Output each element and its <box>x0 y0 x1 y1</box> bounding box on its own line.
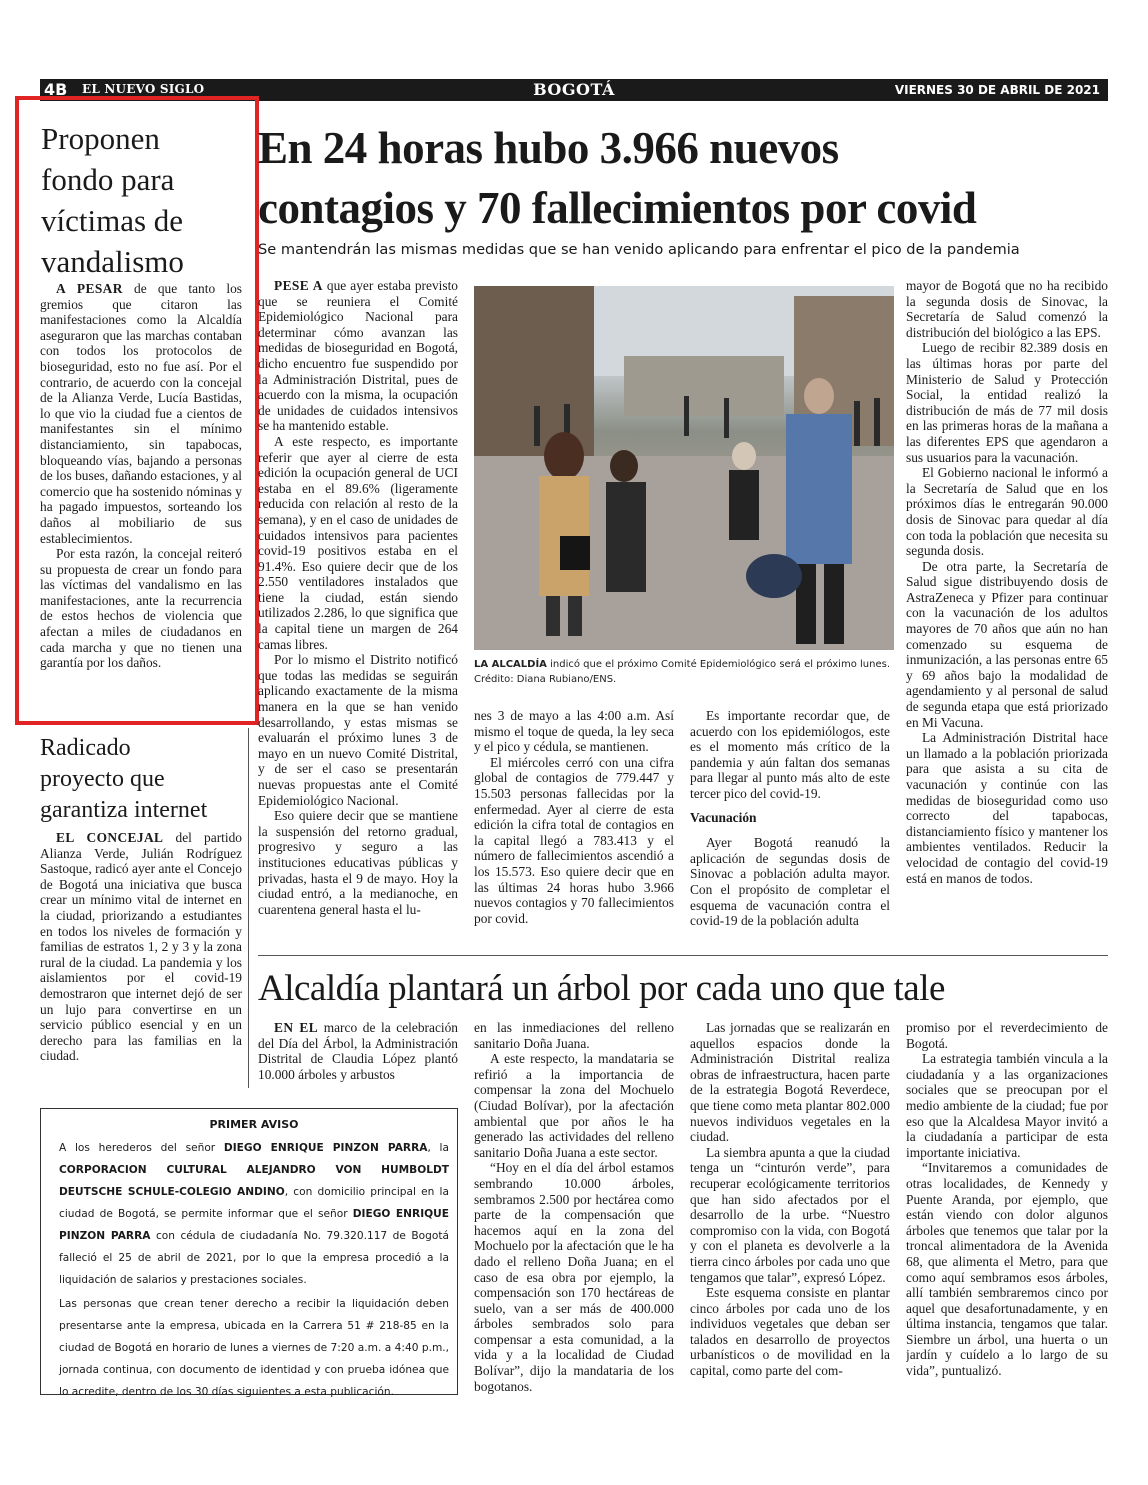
paragraph: La Administración Distrital hace un llamado a la población priorizada para que asista a su cita de vacunación y continúe con las medidas de bioseguridad como uso correcto del tapabocas, distanciamiento físico y mantener los ambientes ventilados. Reducir la velocidad de contagio del covid-19 está en manos de todos. <box>906 730 1108 886</box>
main-col-2 <box>474 708 674 926</box>
side1-body <box>40 281 242 671</box>
main-subtitle: Se mantendrán las mismas medidas que se han venido aplicando para enfrentar el pico de la pandemia <box>258 241 1020 258</box>
side1-title <box>41 118 251 282</box>
paragraph: La estrategia también vincula a la ciudadanía y a las organizaciones sociales que se preocupan por el medio ambiente de la ciudad; fue por eso que la Alcaldesa Mayor invitó a la ciudadanía a participar de esta importante iniciativa. <box>906 1051 1108 1160</box>
column-divider <box>248 728 249 1088</box>
side2-body <box>40 830 242 1064</box>
paragraph: promiso por el reverdecimiento de Bogotá. <box>906 1020 1108 1051</box>
deceased-name: DIEGO ENRIQUE PINZON PARRA <box>223 1142 428 1154</box>
page-number: 4B <box>44 80 68 99</box>
paragraph: nes 3 de mayo a las 4:00 a.m. Así mismo el toque de queda, la ley seca y el pico y cédula, se mantienen. <box>474 708 674 755</box>
news-photo <box>474 286 894 650</box>
lead-word: EN EL <box>274 1020 319 1035</box>
main-col-3 <box>690 708 890 929</box>
paragraph: El miércoles cerró con una cifra global de contagios de 779.447 y 15.503 personas fallecidas por la enfermedad. Ayer al cierre de esta edición la cifra total de contagios en la capital llegó a 783.413 y el número de fallecimientos ascendió a los 15.573. Eso quiere decir que en las últimas 24 horas hubo 3.966 nuevos contagios y 70 fallecimientos por covid. <box>474 754 674 926</box>
title-line: vandalismo <box>41 244 184 279</box>
paragraph: Es importante recordar que, de acuerdo con los epidemiólogos, este es el momento más crítico de la pandemia y aún faltan dos semanas para llegar al punto más alto de este tercer pico del covid-19. <box>690 708 890 801</box>
paragraph: “Hoy en el día del árbol estamos sembrando 10.000 árboles, sembramos 2.500 por hectárea como parte de la compensación que hacemos aquí en la zona del Mochuelo por la afectación que le ha dado el relleno Doña Juana; en el caso de esa obra por ejemplo, la compensación son 170 hectáreas de suelo, van a ser más de 400.000 árboles sembrados solo para compensar a esta comunidad, a la vida y a la localidad de Ciudad Bolívar”, dijo la mandataria de los bogotanos. <box>474 1160 674 1394</box>
paragraph: Ayer Bogotá reanudó la aplicación de segundas dosis de Sinovac a población adulta mayor. Con el propósito de completar el esquema de vacunación contra el covid-19 de la población adulta <box>690 835 890 929</box>
second-col-3 <box>690 1020 890 1410</box>
paragraph: de que tanto los gremios que citaron las manifestaciones como la Alcaldía aseguraron que las marchas contaban con todos los protocolos de bioseguridad, esto no fue así. Por el contrario, de acuerdo con la concejal de la Alianza Verde, Lucía Bastidas, lo que vio la ciudad fue a cientos de manifestantes sin el mínimo distanciamiento, sin tapabocas, bloqueando vías, bajando a personas de los buses, dañando estaciones, y al comercio que ha sostenido nóminas y ha pagado impuestos, sorteando los daños al mobiliario de sus establecimientos. <box>40 281 242 546</box>
crowd-photo-illustration <box>474 286 894 650</box>
paragraph: “Invitaremos a comunidades de otras localidades, de Kennedy y Puente Aranda, por ejemplo, que están viendo con dolor algunos árboles que tenemos que talar por la troncal alimentadora de la Avenida 68, que alimenta el Metro, para que como aquí sembramos esos árboles, allí también sembraremos cinco por aquel que desafortunadamente, y en última instancia, tengamos que talar. Siembre un árbol, una huerta o un jardín y cuídelo a lo largo de su vida”, puntualizó. <box>906 1160 1108 1379</box>
issue-date: VIERNES 30 DE ABRIL DE 2021 <box>894 83 1100 97</box>
lead-word: EL CONCEJAL <box>56 830 164 845</box>
paragraph: Por lo mismo el Distrito notificó que todas las medidas se seguirán aplicando exactamente de la misma manera en la que se han venido desarrollando, y estas mismas se evaluarán el próximo lunes 3 de mayo en un nuevo Comité Distrital, y de ser el caso se presentarán nuevas propuestas ante el Comité Epidemiológico Nacional. <box>258 652 458 808</box>
caption-text: indicó que el próximo Comité Epidemiológico será el próximo lunes. Crédito: Diana Rubiano/ENS. <box>474 659 890 685</box>
caption-lead: LA ALCALDÍA <box>474 659 547 670</box>
paragraph: Por esta razón, la concejal reiteró su propuesta de crear un fondo para las víctimas del vandalismo en las manifestaciones, ante la recurrencia de estos hechos de violencia que afectan a miles de ciudadanos en cada marcha y que no tienen una garantía por los daños. <box>40 546 242 671</box>
lead-word: A PESAR <box>56 281 123 296</box>
paragraph: que ayer estaba previsto que se reuniera el Comité Epidemiológico Nacional para determinar cómo avanzan las medidas de bioseguridad en Bogotá, dicho encuentro fue suspendido por la Administración Distrital, pues de acuerdo con la misma, la ocupación de unidades de cuidados intensivos se ha mantenido estable. <box>258 278 458 434</box>
paragraph: Las jornadas que se realizarán en aquellos espacios donde la Administración Distrital realiza obras de infraestructura, hacen parte de la estrategia Bogotá Reverdece, que tiene como meta plantar 802.000 nuevos individuos vegetales en la ciudad. <box>690 1020 890 1145</box>
title-line: víctimas de <box>41 203 184 238</box>
second-title: Alcaldía plantará un árbol por cada uno que tale <box>258 968 945 1009</box>
second-col-4 <box>906 1020 1108 1410</box>
paragraph: en las inmediaciones del relleno sanitario Doña Juana. <box>474 1020 674 1051</box>
paragraph: del partido Alianza Verde, Julián Rodríguez Sastoque, radicó ayer ante el Concejo de Bogotá una iniciativa que busca crear un mínimo vital de internet en la ciudad, priorizando a estudiantes en todos los niveles de formación y familias de estratos 1, 2 y 3 y la zona rural de la ciudad. La pandemia y los aislamientos por el covid-19 demostraron que internet dejó de ser un lujo para convertirse en un servicio público esencial y en un derecho para las familias en la ciudad. <box>40 830 242 1064</box>
main-col-4 <box>906 278 1108 943</box>
paragraph: Luego de recibir 82.389 dosis en las últimas horas por parte del Ministerio de Salud y Protección Social, la entidad realizó la distribución de más de 77 mil dosis en las primeras horas de la mañana a las diferentes EPS que agendaron a sus usuarios para la vacunación. <box>906 340 1108 465</box>
subheading: Vacunación <box>690 809 757 825</box>
title-line: En 24 horas hubo 3.966 nuevos <box>258 123 839 173</box>
title-line: Radicado <box>40 735 131 761</box>
title-line: Proponen <box>41 121 160 156</box>
paragraph: A este respecto, la mandataria se refirió a la importancia de compensar la zona del Mochuelo (Ciudad Bolívar), por la afectación ambiental que por años le ha generado las actividades del relleno sanitario Doña Juana a este sector. <box>474 1051 674 1160</box>
title-line: proyecto que <box>40 766 165 792</box>
newspaper-name: EL NUEVO SIGLO <box>82 82 205 96</box>
main-col-1 <box>258 278 458 943</box>
second-col-2 <box>474 1020 674 1410</box>
main-title <box>258 118 1118 238</box>
second-col-1 <box>258 1020 458 1082</box>
legal-notice <box>40 1108 458 1398</box>
title-line: contagios y 70 fallecimientos por covid <box>258 183 977 233</box>
title-line: fondo para <box>41 162 175 197</box>
paragraph: mayor de Bogotá que no ha recibido la segunda dosis de Sinovac, la Secretaría de Salud comenzó la distribución del biológico a las EPS. <box>906 278 1108 340</box>
notice-title: PRIMER AVISO <box>209 1118 299 1131</box>
paragraph: A este respecto, es importante referir que ayer al cierre de esta edición la ocupación general de UCI estaba en el 89.6% (ligeramente reducida con relación al resto de la semana), y en el caso de unidades de cuidados intensivos para pacientes covid-19 positivos estaba en el 91.4%. Eso quiere decir que de los 2.550 ventiladores instalados que tiene la ciudad, están siendo utilizados 2.286, lo que significa que la capital tiene un margen de 264 camas libres. <box>258 433 458 652</box>
section-name: BOGOTÁ <box>533 80 615 99</box>
paragraph: La siembra apunta a que la ciudad tenga un “cinturón verde”, para recuperar ecológicamente territorios que han sido afectados por el desarrollo de la urbe. “Nuestro compromiso con la vida, con Bogotá y con el planeta es devolverle a la tierra cinco árboles por cada uno que tengamos que talar”, expresó López. <box>690 1144 890 1285</box>
notice-paragraph: A los herederos del señor DIEGO ENRIQUE PINZON PARRA, la CORPORACION CULTURAL ALEJANDRO VON HUMBOLDT DEUTSCHE SCHULE-COLEGIO ANDINO, con domicilio principal en la ciudad de Bogotá, se permite informar que el señor DIEGO ENRIQUE PINZON PARRA con cédula de ciudadanía No. 79.320.117 de Bogotá falleció el 25 de abril de 2021, por lo que la empresa procedió a la liquidación de salarios y prestaciones sociales. <box>59 1142 449 1286</box>
notice-paragraph: Las personas que crean tener derecho a recibir la liquidación deben presentarse ante la empresa, ubicada en la Carrera 51 # 218-85 en la ciudad de Bogotá en horario de lunes a viernes de 7:20 a.m. a 4:40 p.m., jornada continua, con documento de identidad y con prueba idónea que lo acredite, dentro de los 30 días siguientes a esta publicación. <box>59 1298 449 1398</box>
paragraph: marco de la celebración del Día del Árbol, la Administración Distrital de Claudia López plantó 10.000 árboles y arbustos <box>258 1020 458 1082</box>
section-divider <box>258 955 1108 956</box>
lead-word: PESE A <box>274 278 323 293</box>
photo-caption <box>474 657 894 687</box>
organization-name: CORPORACION CULTURAL ALEJANDRO VON HUMBOLDT DEUTSCHE SCHULE-COLEGIO ANDINO <box>59 1164 449 1198</box>
side2-title <box>40 733 254 826</box>
paragraph: El Gobierno nacional le informó a la Secretaría de Salud que en los próximos días le entregarán 90.000 dosis de Sinovac para quedar al día con toda la población que necesita su segunda dosis. <box>906 465 1108 559</box>
paragraph: Eso quiere decir que se mantiene la suspensión del retorno gradual, progresivo y seguro a las instituciones educativas públicas y privadas, hasta el 9 de mayo. Hoy la ciudad entró, a la medianoche, en cuarentena general hasta el lu- <box>258 808 458 917</box>
paragraph: Este esquema consiste en plantar cinco árboles por cada uno de los individuos vegetales que deban ser talados en desarrollo de proyectos urbanísticos o de movilidad en la capital, como parte del com- <box>690 1285 890 1379</box>
paragraph: De otra parte, la Secretaría de Salud sigue distribuyendo dosis de AstraZeneca y Pfizer para continuar con la vacunación de los adultos mayores de 70 años que aún no han comenzado su esquema de inmunización, a las personas entre 65 y 69 años bajo la modalidad de agendamiento y al personal de salud de segunda etapa que está priorizado en Mi Vacuna. <box>906 558 1108 730</box>
title-line: garantiza internet <box>40 797 208 823</box>
deceased-name: DIEGO ENRIQUE PINZON PARRA <box>59 1208 449 1242</box>
